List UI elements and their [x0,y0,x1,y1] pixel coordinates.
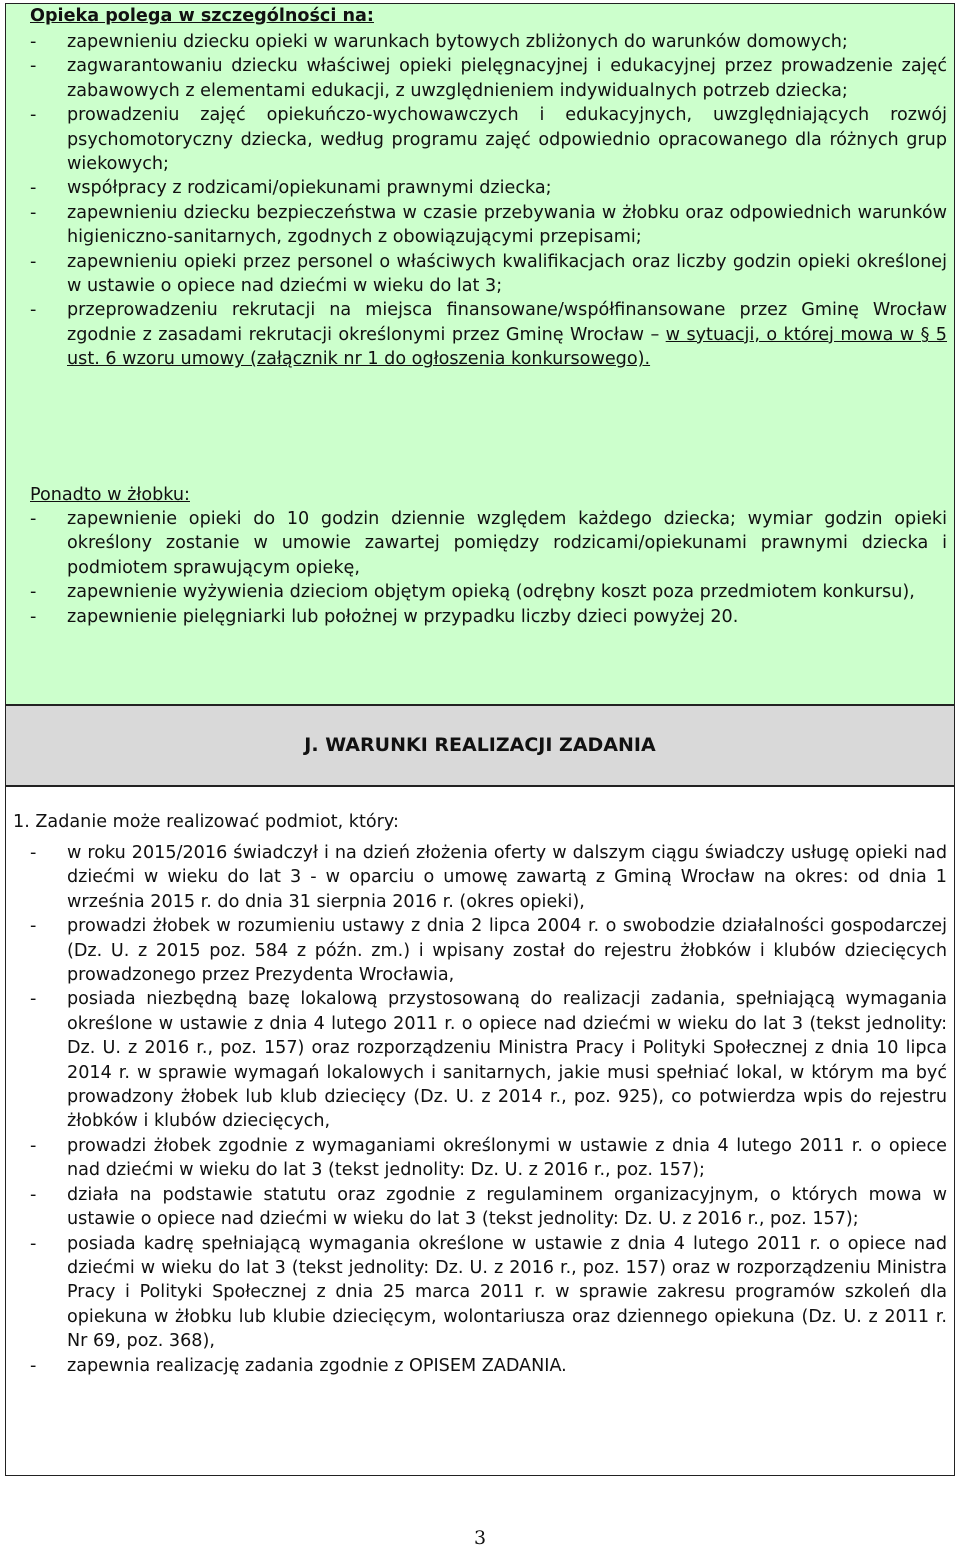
list-item: - zapewnienie pielęgniarki lub położnej w przypadku liczby dzieci powyżej 20. [30,605,947,629]
list-item: - zapewnieniu dziecku opieki w warunkach bytowych zbliżonych do warunków domowych; [30,30,947,54]
list-item: - prowadzi żłobek w rozumieniu ustawy z dnia 2 lipca 2004 r. o swobodzie działalności gospodarczej (Dz. U. z 2015 poz. 584 z późn. zm.) i wpisany został do rejestru żłobków i klubów dziecięcych prowadzonego przez Prezydenta Wrocławia, [30,914,947,987]
list-item: - posiada niezbędną bazę lokalową przystosowaną do realizacji zadania, spełniającą wymagania określone w ustawie z dnia 4 lutego 2011 r. o opiece nad dziećmi w wieku do lat 3 (tekst jednolity: Dz. U. z 2016 r., poz. 157) oraz rozporządzeniu Ministra Pracy i Polityki Społecznej z dnia 10 lipca 2014 r. w sprawie wymagań lokalowych i sanitarnych, jakie musi spełniać lokal, w którym ma być prowadzony żłobek lub klub dziecięcy (Dz. U. z 2014 r., poz. 925), co potwierdza wpis do rejestru żłobków i klubów dziecięcych, [30,987,947,1133]
list-item: - prowadzi żłobek zgodnie z wymaganiami określonymi w ustawie z dnia 4 lutego 2011 r. o opiece nad dziećmi w wieku do lat 3 (tekst jednolity: Dz. U. z 2016 r., poz. 157); [30,1134,947,1183]
conditions-list-container [30,841,947,1378]
list-item: - współpracy z rodzicami/opiekunami prawnymi dziecka; [30,176,947,200]
list-item: - w roku 2015/2016 świadczył i na dzień złożenia oferty w dalszym ciągu świadczy usługę opieki nad dziećmi w wieku do lat 3 - w oparciu o umowę zawartą z Gminą Wrocław na okres: od dnia 1 września 2015 r. do dnia 31 sierpnia 2016 r. (okres opieki), [30,841,947,914]
list-item [30,298,947,371]
contract-reference: w sytuacji, o której mowa w § 5 ust. 6 wzoru umowy (załącznik nr 1 do ogłoszenia konkursowego). [67,324,948,370]
nursery-list-container [30,507,947,629]
list-item: - zapewnienie wyżywienia dzieciom objętym opieką (odrębny koszt poza przedmiotem konkursu), [30,580,947,604]
list-item: - działa na podstawie statutu oraz zgodnie z regulaminem organizacyjnym, o których mowa w ustawie o opiece nad dziećmi w wieku do lat 3 (tekst jednolity: Dz. U. z 2016 r., poz. 157); [30,1183,947,1232]
list-item: - prowadzeniu zajęć opiekuńczo-wychowawczych i edukacyjnych, uwzględniających rozwój psychomotoryczny dziecka, według programu zajęć odpowiednio opracowanego dla różnych grup wiekowych; [30,103,947,176]
list-item: - zapewnia realizację zadania zgodnie z OPISEM ZADANIA. [30,1354,947,1378]
list-item: - zagwarantowaniu dziecku właściwej opieki pielęgnacyjnej i edukacyjnej przez prowadzenie zajęć zabawowych z elementami edukacji, z uwzględnieniem indywidualnych potrzeb dziecka; [30,54,947,103]
care-heading: Opieka polega w szczególności na: [30,6,374,26]
list-item: - zapewnienie opieki do 10 godzin dziennie względem każdego dziecka; wymiar godzin opieki określony zostanie w umowie zawartej pomiędzy rodzicami/opiekunami prawnymi dziecka i podmiotem sprawującym opiekę, [30,507,947,580]
nursery-heading: Ponadto w żłobku: [30,485,190,505]
list-item: - zapewnieniu dziecku bezpieczeństwa w czasie przebywania w żłobku oraz odpowiednich warunków higieniczno-sanitarnych, zgodnych z obowiązującymi przepisami; [30,201,947,250]
conditions-intro: 1. Zadanie może realizować podmiot, który: [13,812,399,832]
care-list [30,30,947,372]
list-item: - posiada kadrę spełniającą wymagania określone w ustawie z dnia 4 lutego 2011 r. o opiece nad dziećmi w wieku do lat 3 (tekst jednolity: Dz. U. z 2016 r., poz. 157) oraz w rozporządzeniu Ministra Pracy i Polityki Społecznej z dnia 25 marca 2011 r. w sprawie zakresu programów szkoleń dla opiekuna w żłobku lub klubie dziecięcym, wolontariusza oraz dziennego opiekuna (Dz. U. z 2011 r. Nr 69, poz. 368), [30,1232,947,1354]
page-number: 3 [473,1527,487,1549]
nursery-list [30,507,947,629]
conditions-list [30,841,947,1378]
section-title: J. WARUNKI REALIZACJI ZADANIA [304,734,656,756]
care-list-container [30,30,947,372]
recruitment-text: przeprowadzeniu rekrutacji na miejsca finansowane/współfinansowane przez Gminę Wrocław zgodnie z zasadami rekrutacji określonymi przez Gminę Wrocław – [67,300,947,345]
list-item: - zapewnieniu opieki przez personel o właściwych kwalifikacjach oraz liczby godzin opieki określonej w ustawie o opiece nad dziećmi w wieku do lat 3; [30,250,947,299]
